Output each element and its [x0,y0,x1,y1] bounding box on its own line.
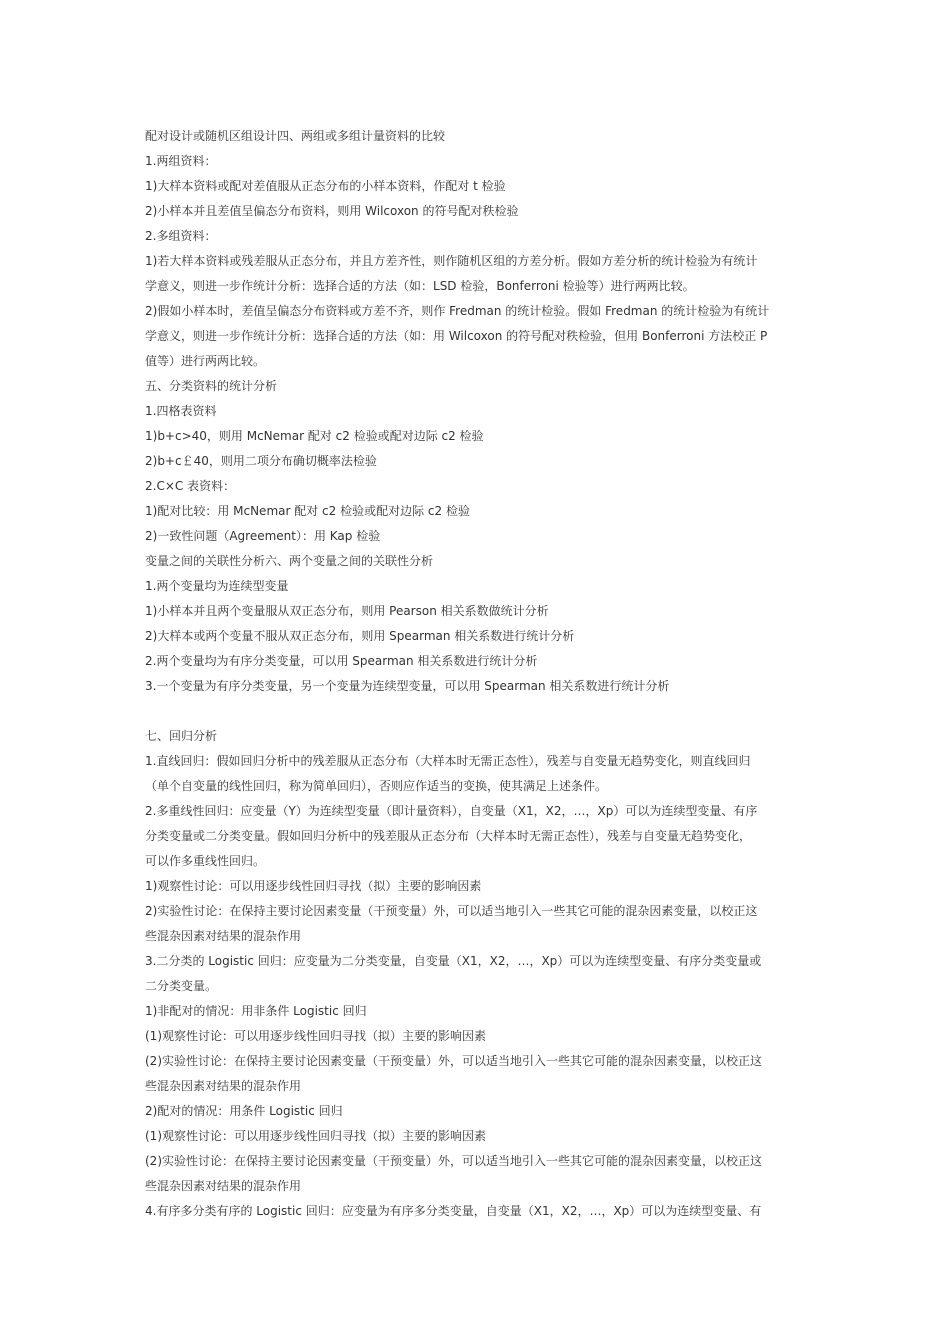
text-line: 1)非配对的情况：用非条件 Logistic 回归 [145,1004,367,1018]
section-heading: 七、回归分析 [145,729,218,743]
text-line: 学意义，则进一步作统计分析：选择合适的方法（如：LSD 检验，Bonferroni 检验等）进行两两比较。 [145,279,695,293]
text-line: 1)配对比较：用 McNemar 配对 c2 检验或配对边际 c2 检验 [145,504,470,518]
text-line: 些混杂因素对结果的混杂作用 [145,1179,302,1193]
text-line: 二分类变量。 [145,979,218,993]
text-line: 些混杂因素对结果的混杂作用 [145,1079,302,1093]
section-heading: 变量之间的关联性分析六、两个变量之间的关联性分析 [145,554,434,568]
text-line: 2)b+c￡40，则用二项分布确切概率法检验 [145,454,377,468]
text-line: 3.一个变量为有序分类变量，另一个变量为连续型变量，可以用 Spearman 相关系数进行统计分析 [145,679,670,693]
text-line: 3.二分类的 Logistic 回归：应变量为二分类变量，自变量（X1，X2，…，Xp）可以为连续型变量、有序分类变量或 [145,954,762,968]
text-line: 2.C×C 表资料： [145,479,236,493]
text-line: 学意义，则进一步作统计分析：选择合适的方法（如：用 Wilcoxon 的符号配对秩检验，但用 Bonferroni 方法校正 P [145,329,768,343]
text-line: 分类变量或二分类变量。假如回归分析中的残差服从正态分布（大样本时无需正态性），残差与自变量无趋势变化， [145,829,752,843]
text-line: 1)b+c>40，则用 McNemar 配对 c2 检验或配对边际 c2 检验 [145,429,484,443]
text-line: 1.直线回归：假如回归分析中的残差服从正态分布（大样本时无需正态性），残差与自变量无趋势变化，则直线回归 [145,754,751,768]
text-line: 1.两个变量均为连续型变量 [145,579,289,593]
text-line: 1.四格表资料 [145,404,217,418]
text-line: 些混杂因素对结果的混杂作用 [145,929,302,943]
section-heading: 五、分类资料的统计分析 [145,379,278,393]
text-line: 2)实验性讨论：在保持主要讨论因素变量（干预变量）外，可以适当地引入一些其它可能的混杂因素变量，以校正这 [145,904,758,918]
text-line: 2.多组资料： [145,229,217,243]
text-line: 2.多重线性回归：应变量（Y）为连续型变量（即计量资料），自变量（X1，X2，…，Xp）可以为连续型变量、有序 [145,804,758,818]
text-line: (1)观察性讨论：可以用逐步线性回归寻找（拟）主要的影响因素 [145,1029,487,1043]
document-body [145,124,810,1224]
text-line: 2)大样本或两个变量不服从双正态分布，则用 Spearman 相关系数进行统计分析 [145,629,575,643]
text-line: 1.两组资料： [145,154,217,168]
text-line: (1)观察性讨论：可以用逐步线性回归寻找（拟）主要的影响因素 [145,1129,487,1143]
text-line: 2)一致性问题（Agreement）：用 Kap 检验 [145,529,381,543]
text-line: 2)配对的情况：用条件 Logistic 回归 [145,1104,343,1118]
text-line: (2)实验性讨论：在保持主要讨论因素变量（干预变量）外，可以适当地引入一些其它可能的混杂因素变量，以校正这 [145,1054,763,1068]
text-line: 2)小样本并且差值呈偏态分布资料，则用 Wilcoxon 的符号配对秩检验 [145,204,519,218]
text-line: 1)大样本资料或配对差值服从正态分布的小样本资料，作配对 t 检验 [145,179,506,193]
text-line: 2)假如小样本时，差值呈偏态分布资料或方差不齐，则作 Fredman 的统计检验。假如 Fredman 的统计检验为有统计 [145,304,770,318]
text-line: 配对设计或随机区组设计四、两组或多组计量资料的比较 [145,129,446,143]
blank-line [145,699,810,724]
text-line: 值等）进行两两比较。 [145,354,266,368]
text-line: 可以作多重线性回归。 [145,854,266,868]
text-line: （单个自变量的线性回归，称为简单回归），否则应作适当的变换，使其满足上述条件。 [145,779,608,793]
text-line: 2.两个变量均为有序分类变量，可以用 Spearman 相关系数进行统计分析 [145,654,538,668]
text-line: 4.有序多分类有序的 Logistic 回归：应变量为有序多分类变量，自变量（X1，X2，…，Xp）可以为连续型变量、有 [145,1204,762,1218]
text-line: 1)若大样本资料或残差服从正态分布，并且方差齐性，则作随机区组的方差分析。假如方差分析的统计检验为有统计 [145,254,758,268]
text-line: 1)观察性讨论：可以用逐步线性回归寻找（拟）主要的影响因素 [145,879,482,893]
text-line: 1)小样本并且两个变量服从双正态分布，则用 Pearson 相关系数做统计分析 [145,604,549,618]
text-line: (2)实验性讨论：在保持主要讨论因素变量（干预变量）外，可以适当地引入一些其它可能的混杂因素变量，以校正这 [145,1154,763,1168]
